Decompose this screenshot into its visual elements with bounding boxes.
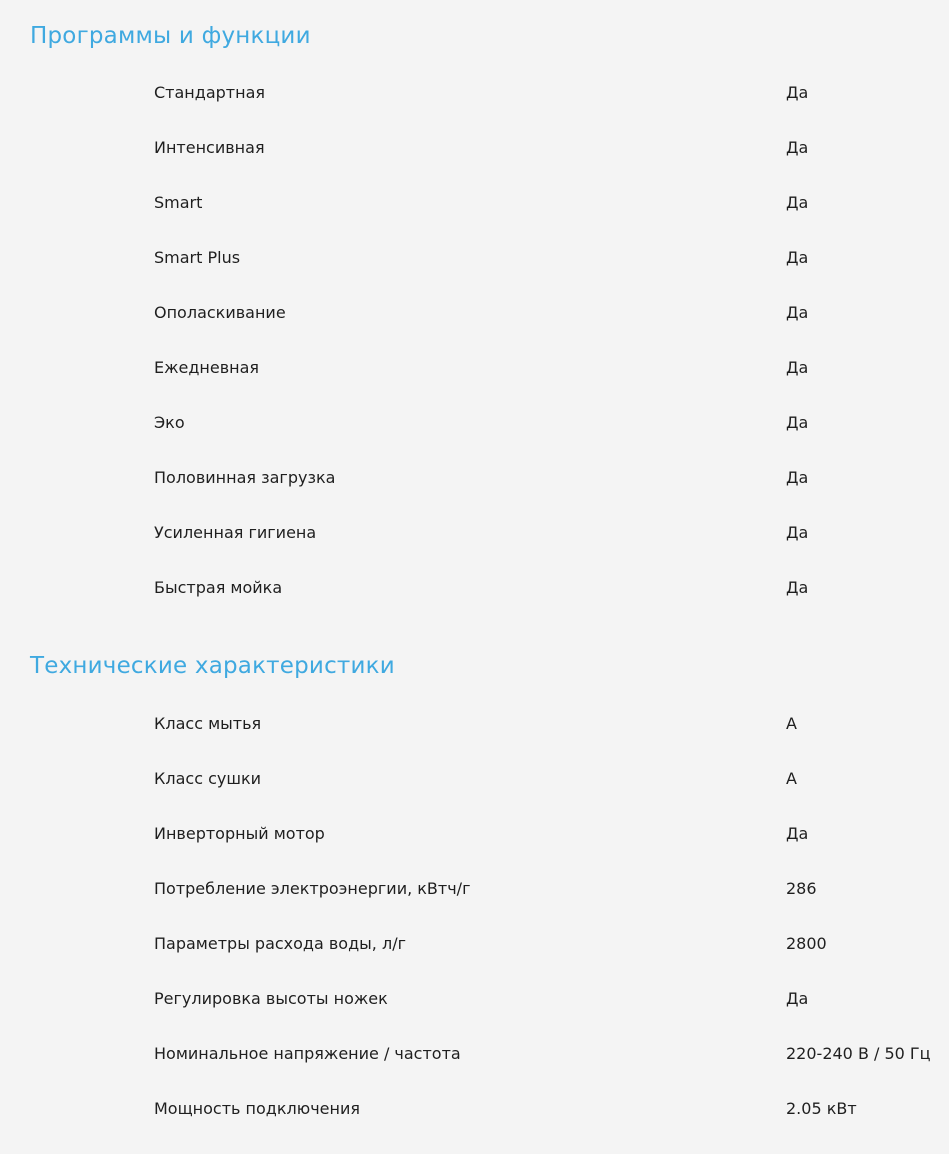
specs-section-title: Технические характеристики [30, 653, 395, 679]
spec-value: A [786, 769, 797, 788]
spec-label: Класс мытья [154, 714, 262, 733]
spec-row [0, 523, 949, 578]
spec-row [0, 138, 949, 193]
spec-label: Ежедневная [154, 358, 260, 377]
spec-value: Да [786, 138, 809, 157]
spec-row [0, 989, 949, 1044]
spec-row [0, 468, 949, 523]
spec-row [0, 358, 949, 413]
spec-row [0, 248, 949, 303]
spec-value: Да [786, 824, 809, 843]
spec-label: Быстрая мойка [154, 578, 283, 597]
programs-section-title: Программы и функции [30, 23, 311, 49]
spec-label: Половинная загрузка [154, 468, 336, 487]
spec-value: Да [786, 248, 809, 267]
spec-label: Ополаскивание [154, 303, 286, 322]
spec-value: A [786, 714, 797, 733]
spec-label: Стандартная [154, 83, 265, 102]
spec-label: Параметры расхода воды, л/г [154, 934, 406, 953]
spec-row [0, 824, 949, 879]
spec-row [0, 934, 949, 989]
spec-row [0, 578, 949, 633]
spec-row [0, 879, 949, 934]
spec-label: Усиленная гигиена [154, 523, 317, 542]
spec-row [0, 1099, 949, 1154]
spec-value: Да [786, 83, 809, 102]
spec-row [0, 83, 949, 138]
specs-section [0, 630, 949, 1118]
spec-value: Да [786, 989, 809, 1008]
spec-label: Эко [154, 413, 185, 432]
spec-label: Номинальное напряжение / частота [154, 1044, 461, 1063]
spec-value: Да [786, 523, 809, 542]
spec-value: Да [786, 413, 809, 432]
spec-label: Потребление электроэнергии, кВтч/г [154, 879, 471, 898]
spec-value: Да [786, 358, 809, 377]
spec-value: 2.05 кВт [786, 1099, 857, 1118]
spec-label: Класс сушки [154, 769, 262, 788]
spec-row [0, 413, 949, 468]
specs-list [0, 714, 949, 1154]
spec-label: Инверторный мотор [154, 824, 325, 843]
spec-value: Да [786, 468, 809, 487]
spec-label: Регулировка высоты ножек [154, 989, 388, 1008]
spec-row [0, 303, 949, 358]
spec-value: 286 [786, 879, 817, 898]
spec-value: 220-240 В / 50 Гц [786, 1044, 931, 1063]
spec-row [0, 193, 949, 248]
spec-value: Да [786, 303, 809, 322]
spec-label: Smart Plus [154, 248, 241, 267]
spec-row [0, 714, 949, 769]
spec-label: Интенсивная [154, 138, 265, 157]
spec-value: Да [786, 193, 809, 212]
spec-value: Да [786, 578, 809, 597]
programs-list [0, 83, 949, 633]
spec-value: 2800 [786, 934, 827, 953]
spec-label: Smart [154, 193, 203, 212]
spec-row [0, 1044, 949, 1099]
spec-label: Мощность подключения [154, 1099, 360, 1118]
spec-row [0, 769, 949, 824]
